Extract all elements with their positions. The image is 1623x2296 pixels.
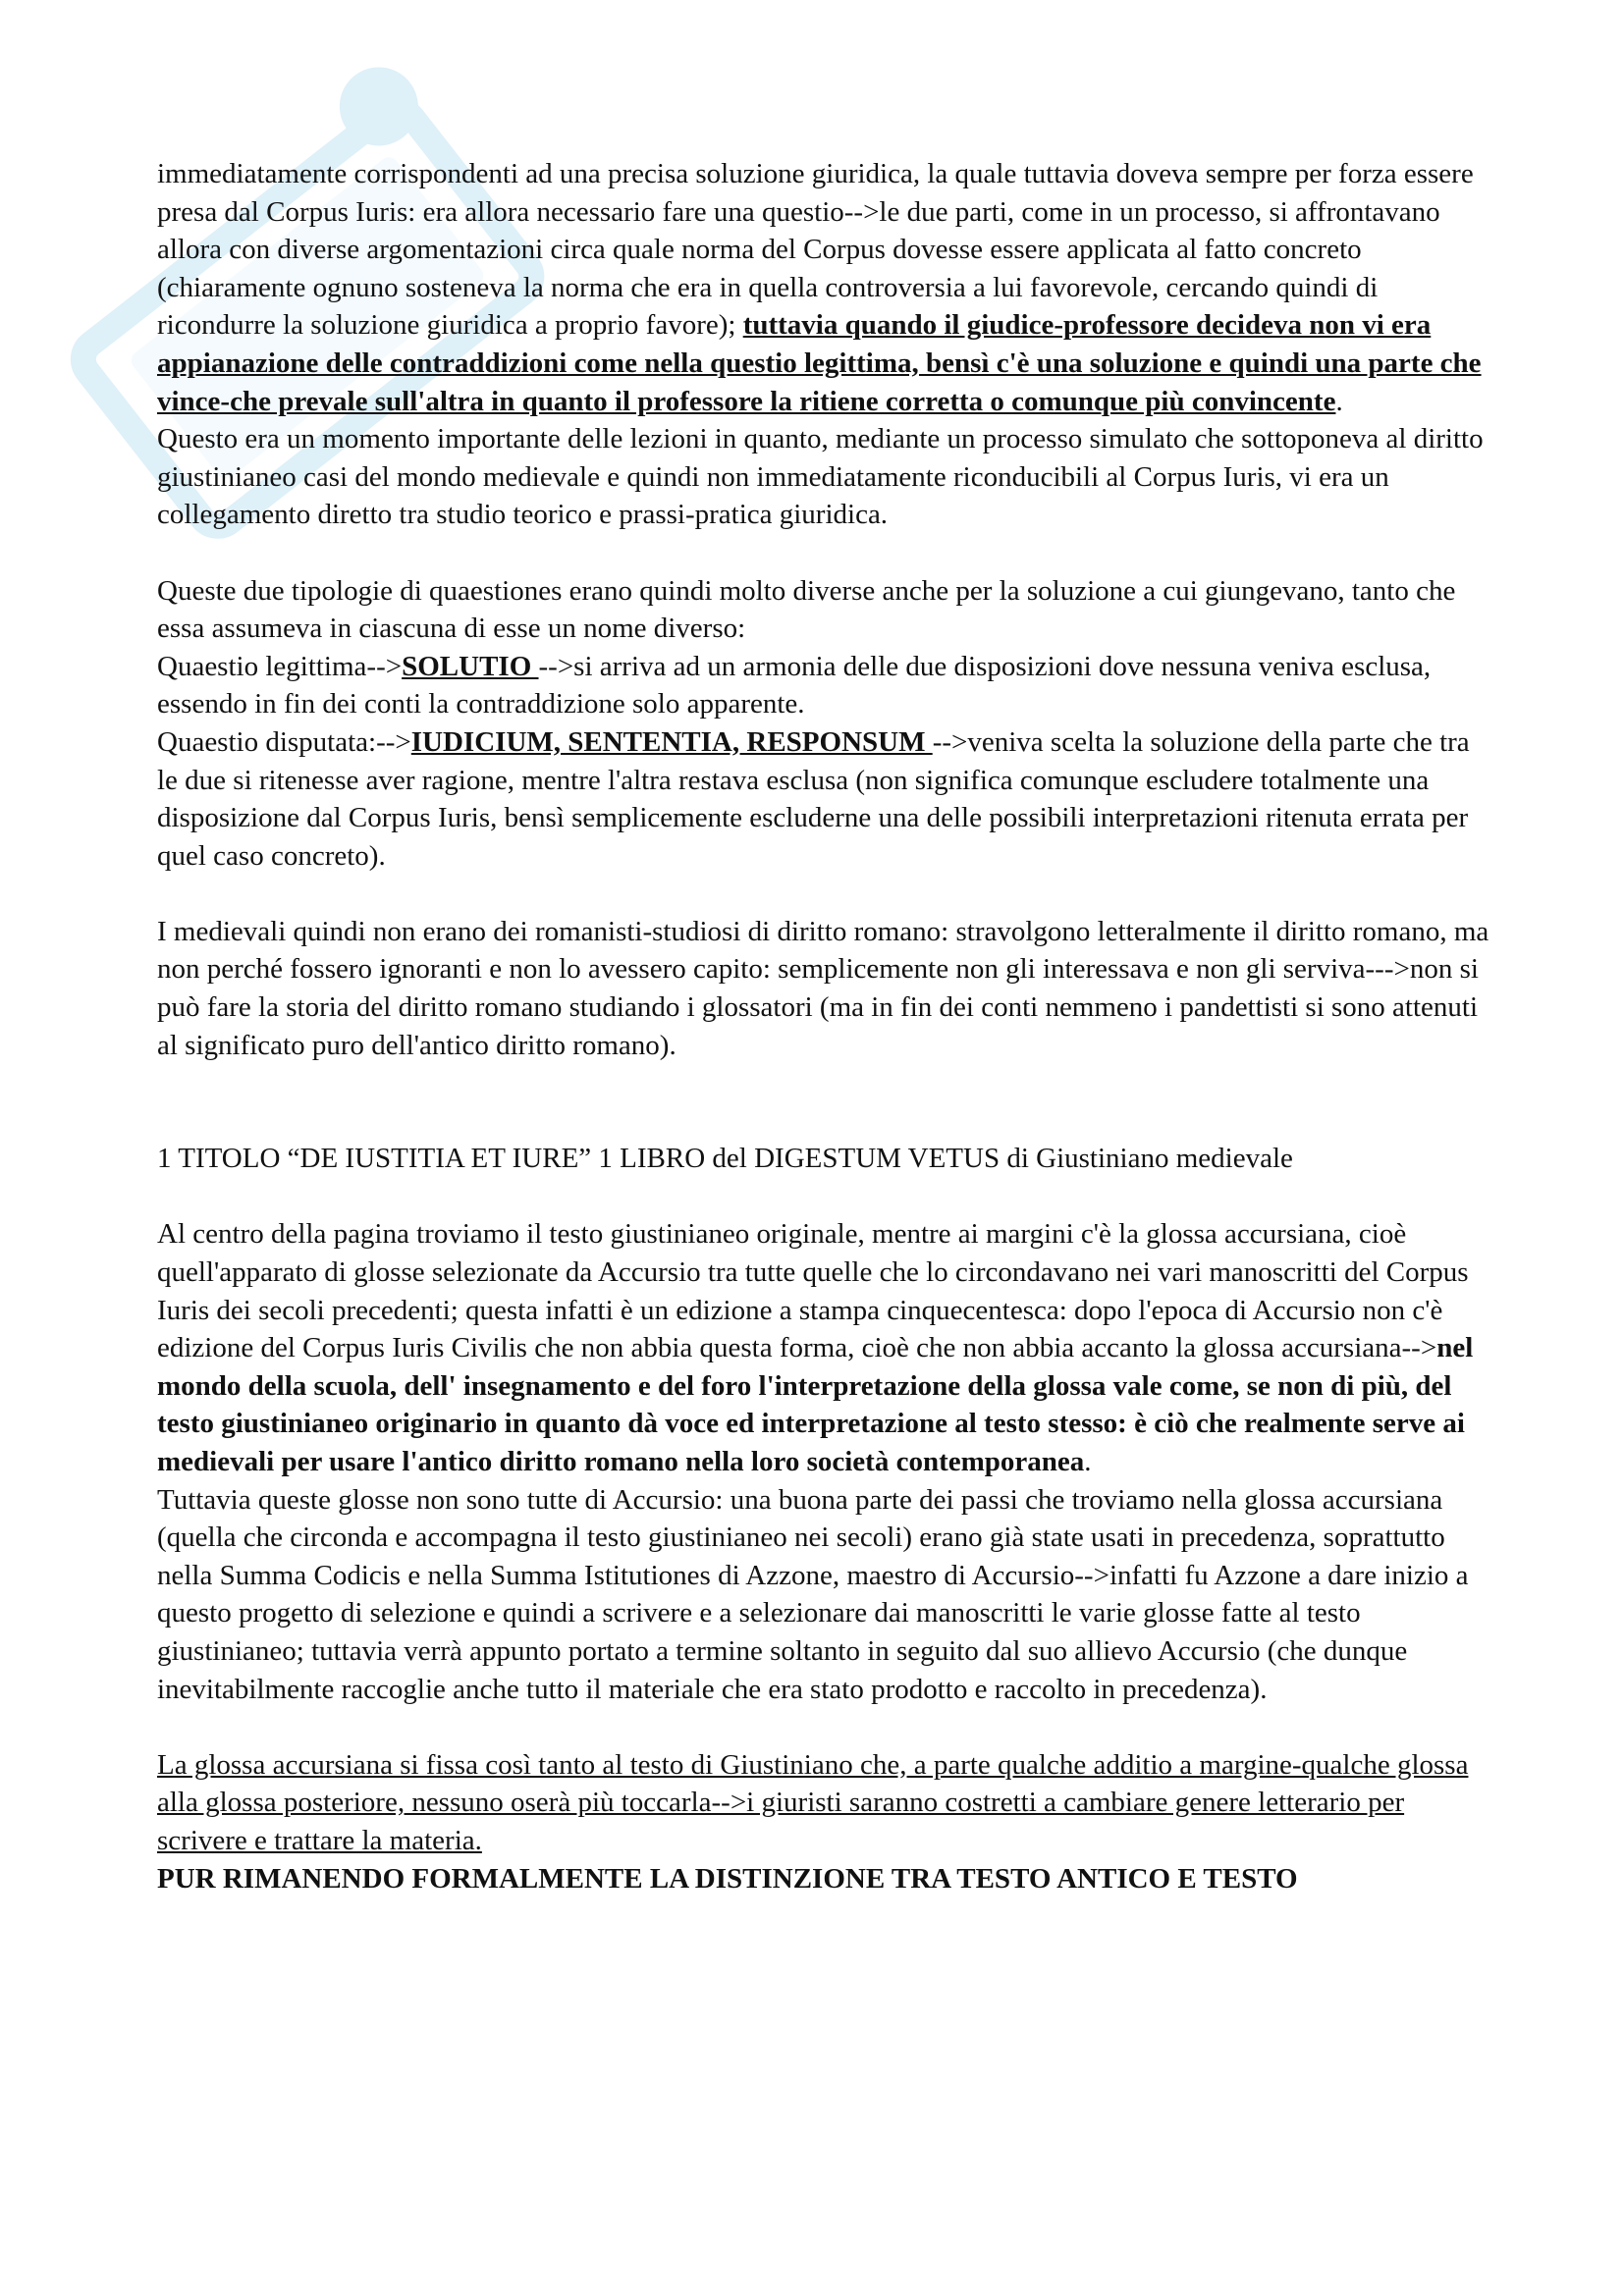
paragraph-azzone: Tuttavia queste glosse non sono tutte di Accursio: una buona parte dei passi che troviamo nella glossa accursiana (quella che circonda e accompagna il testo giustinianeo nei secoli) erano già state usati in precedenza, soprattutto nella Summa Codicis e nella Summa Istitutiones di Azzone, maestro di Accursio-->infatti fu Azzone a dare inizio a questo progetto di selezione e quindi a scrivere e a selezionare dai manoscritti le varie glosse fatte al testo giustinianeo; tuttavia verrà appunto portato a termine soltanto in seguito dal suo allievo Accursio (che dunque inevitabilmente raccoglie anche tutto il materiale che era stato prodotto e raccolto in precedenza). [157,1483,1469,1705]
paragraph-glossa-accursiana: Al centro della pagina troviamo il testo giustinianeo originale, mentre ai margini c'è la glossa accursiana, cioè quell'apparato di glosse selezionate da Accursio tra tutte quelle che lo circondavano nei vari manoscritti del Corpus Iuris dei secoli precedenti; questa infatti è un edizione a stampa cinquecentesca: dopo l'epoca di Accursio non c'è edizione del Corpus Iuris Civilis che non abbia questa forma, cioè che non abbia accanto la glossa accursiana-->nel mondo della scuola, dell' insegnamento e del foro l'interpretazione della glossa vale come, se non di più, del testo giustinianeo originario in quanto dà voce ed interpretazione al testo stesso: è ciò che realmente serve ai medievali per usare l'antico diritto romano nella loro società contemporanea. [157,1218,1474,1477]
paragraph-caps-conclusion: PUR RIMANENDO FORMALMENTE LA DISTINZIONE TRA TESTO ANTICO E TESTO [157,1862,1298,1895]
term-solutio: SOLUTIO [402,650,539,682]
term-iudicium: IUDICIUM, SENTENTIA, RESPONSUM [410,725,933,758]
paragraph-questio-disputata: immediatamente corrispondenti ad una precisa soluzione giuridica, la quale tuttavia doveva sempre per forza essere presa dal Corpus Iuris: era allora necessario fare una questio-->le due parti, come in un processo, si affrontavano allora con diverse argomentazioni circa quale norma del Corpus dovesse essere applicata al fatto concreto (chiaramente ognuno sosteneva la norma che era in quella controversia a lui favorevole, cercando quindi di ricondurre la soluzione giuridica a proprio favore); tuttavia quando il giudice-professore decideva non vi era appianazione delle contraddizioni come nella questio legittima, bensì c'è una soluzione e quindi una parte che vince-che prevale sull'altra in quanto il professore la ritiene corretta o comunque più convincente. [157,158,1482,417]
emphasis-underlined: tuttavia quando il giudice-professore decideva non vi era appianazione delle contraddizioni come nella questio legittima, bensì c'è una soluzione e quindi una parte che vince-che prevale sull'altra in quanto il professore la ritiene corretta o comunque più convincente [157,309,1482,417]
paragraph-quaestio-disputata: Quaestio disputata:-->IUDICIUM, SENTENTIA, RESPONSUM -->veniva scelta la soluzione della parte che tra le due si ritenesse aver ragione, mentre l'altra restava esclusa (non significa comunque escludere totalmente una disposizione dal Corpus Iuris, bensì semplicemente escluderne una delle possibili interpretazioni ritenuta errata per quel caso concreto). [157,725,1470,872]
document-page [157,155,1492,1897]
paragraph-medievali: I medievali quindi non erano dei romanisti-studiosi di diritto romano: stravolgono letteralmente il diritto romano, ma non perché fossero ignoranti e non lo avessero capito: semplicemente non gli interessava e non gli serviva--->non si può fare la storia del diritto romano studiando i glossatori (ma in fin dei conti nemmeno i pandettisti si sono attenuti al significato puro dell'antico diritto romano). [157,915,1489,1061]
emphasis-bold: nel mondo della scuola, dell' insegnamento e del foro l'interpretazione della glossa vale come, se non di più, del testo giustinianeo originario in quanto dà voce ed interpretazione al testo stesso: è ciò che realmente serve ai medievali per usare l'antico diritto romano nella loro società contemporanea [157,1332,1474,1477]
paragraph-lezioni: Questo era un momento importante delle lezioni in quanto, mediante un processo simulato che sottoponeva al diritto giustinianeo casi del mondo medievale e quindi non immediatamente riconducibili al Corpus Iuris, vi era un collegamento diretto tra studio teorico e prassi-pratica giuridica. [157,423,1484,531]
paragraph-quaestio-legittima: Quaestio legittima-->SOLUTIO -->si arriva ad un armonia delle due disposizioni dove nessuna veniva esclusa, essendo in fin dei conti la contraddizione solo apparente. [157,650,1432,721]
paragraph-tipologie: Queste due tipologie di quaestiones erano quindi molto diverse anche per la soluzione a cui giungevano, tanto che essa assumeva in ciascuna di esse un nome diverso: [157,574,1456,645]
section-heading: 1 TITOLO “DE IUSTITIA ET IURE” 1 LIBRO del DIGESTUM VETUS di Giustiniano medievale [157,1143,1293,1175]
paragraph-glossa-fissa: La glossa accursiana si fissa così tanto al testo di Giustiniano che, a parte qualche additio a margine-qualche glossa alla glossa posteriore, nessuno oserà più toccarla-->i giuristi saranno costretti a cambiare genere letterario per scrivere e trattare la materia. [157,1748,1469,1856]
